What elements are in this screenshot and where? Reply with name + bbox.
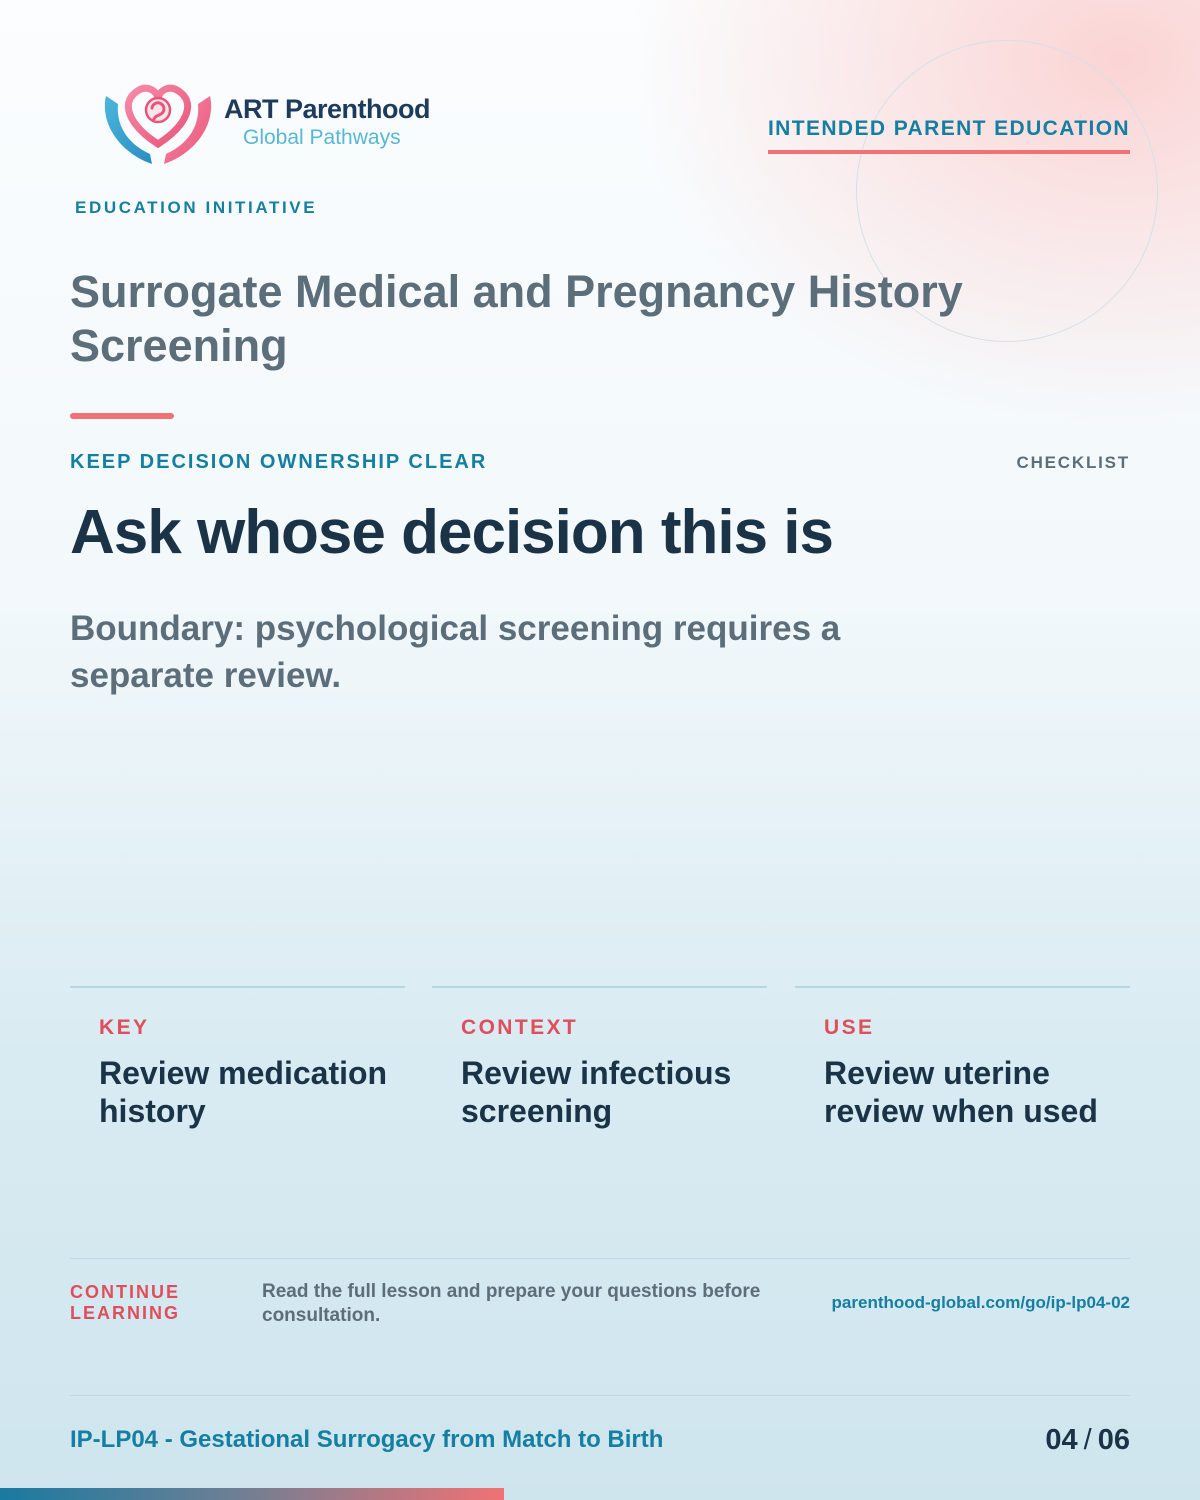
card-label: KEY bbox=[99, 1016, 150, 1039]
title-accent-rule bbox=[70, 413, 174, 419]
card-key bbox=[70, 986, 405, 1188]
card-label: USE bbox=[824, 1016, 875, 1039]
page-total: 06 bbox=[1097, 1424, 1130, 1456]
brand-name: ART Parenthood bbox=[224, 94, 430, 124]
boundary-note: Boundary: psychological screening requires a separate review. bbox=[70, 609, 841, 695]
progress-bar bbox=[0, 1488, 504, 1500]
section-tag: CHECKLIST bbox=[1016, 453, 1130, 472]
card-use bbox=[795, 986, 1130, 1188]
divider bbox=[70, 1395, 1130, 1396]
continue-learning-text: Read the full lesson and prepare your questions before consultation. bbox=[262, 1281, 761, 1326]
heart-hands-embryo-logo bbox=[100, 74, 216, 174]
page-separator: / bbox=[1083, 1424, 1092, 1456]
card-label: CONTEXT bbox=[461, 1016, 579, 1039]
page-current: 04 bbox=[1045, 1424, 1078, 1456]
section-headline: Ask whose decision this is bbox=[70, 498, 834, 567]
card-context bbox=[432, 986, 767, 1188]
card-text: Review medication history bbox=[99, 1055, 388, 1129]
card-text: Review uterine review when used bbox=[824, 1055, 1098, 1129]
divider bbox=[70, 1258, 1130, 1259]
section-kicker: KEEP DECISION OWNERSHIP CLEAR bbox=[70, 451, 488, 473]
brand-subtitle: Global Pathways bbox=[243, 126, 401, 149]
initiative-label: EDUCATION INITIATIVE bbox=[75, 198, 318, 217]
continue-learning-label: CONTINUE LEARNING bbox=[70, 1282, 180, 1323]
page-indicator bbox=[1045, 1424, 1130, 1457]
card-text: Review infectious screening bbox=[461, 1055, 732, 1129]
document-title: Surrogate Medical and Pregnancy History Screening bbox=[70, 266, 963, 371]
course-title: IP-LP04 - Gestational Surrogacy from Match to Birth bbox=[70, 1426, 664, 1453]
header-eyebrow: INTENDED PARENT EDUCATION bbox=[768, 117, 1130, 154]
lesson-link[interactable]: parenthood-global.com/go/ip-lp04-02 bbox=[831, 1293, 1130, 1312]
